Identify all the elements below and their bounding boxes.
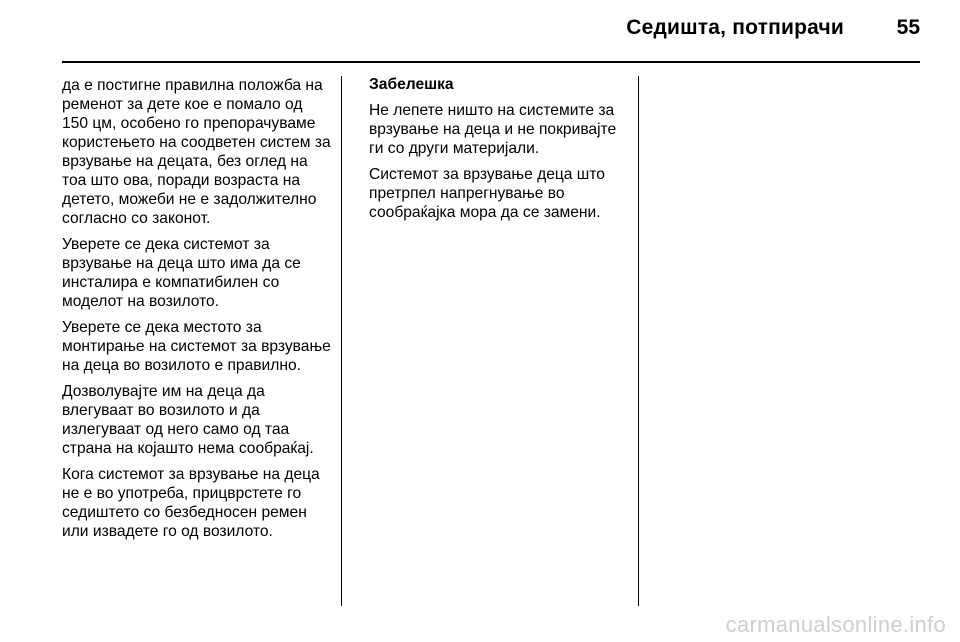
paragraph: Уверете се дека местото за монтирање на системот за врзување на деца во возилото е правилно.: [62, 319, 331, 374]
header-divider: [62, 61, 920, 63]
note-heading: Забелешка: [369, 76, 454, 93]
text-column-left: [62, 76, 332, 548]
column-divider-left: [341, 76, 342, 606]
text-column-middle: [369, 76, 631, 229]
paragraph: Кога системот за врзување на деца не е во употреба, прицврстете го седиштето со безбедносен ремен или извадете го од возилото.: [62, 466, 320, 540]
page-number: 55: [896, 16, 920, 39]
section-title: Седишта, потпирачи: [626, 16, 844, 39]
watermark: carmanualsonline.info: [725, 612, 946, 637]
paragraph: Не лепете ништо на системите за врзување на деца и не покривајте ги со други материјали.: [369, 102, 617, 157]
paragraph: Уверете се дека системот за врзување на деца што има да се инсталира е компатибилен со моделот на возилото.: [62, 236, 301, 310]
column-divider-right: [638, 76, 639, 606]
paragraph: да е постигне правилна положба на ременот за дете кое е помало од 150 цм, особено го препорачуваме користењето на соодветен систем за врзување на децата, без оглед на тоа што ова, поради возраста на детето, можеби не е задолжително согласно со законот.: [62, 77, 331, 227]
paragraph: Системот за врзување деца што претрпел напрегнување во сообраќајка мора да се замени.: [369, 166, 605, 221]
paragraph: Дозволувајте им на деца да влегуваат во возилото и да излегуваат од него само од таа страна на којашто нема сообраќај.: [62, 383, 314, 457]
page-header: [0, 0, 960, 62]
